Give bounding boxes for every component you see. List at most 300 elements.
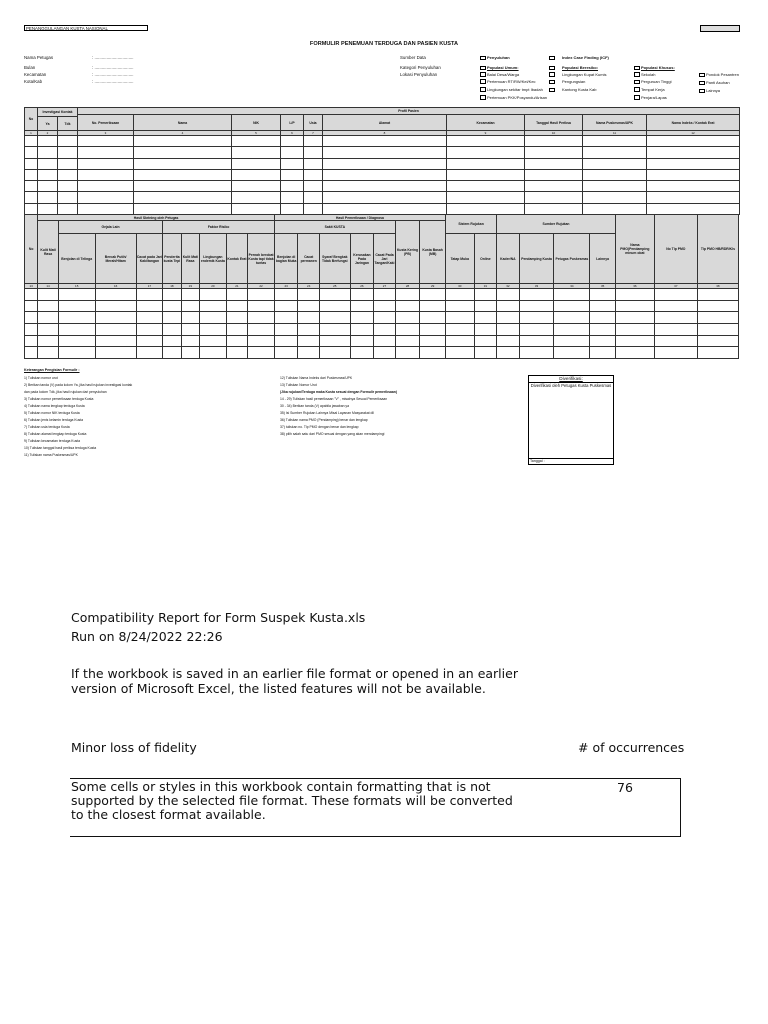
- opt-col1-2[interactable]: Lingkungan sekitar tmpt Ibadah: [480, 87, 543, 92]
- table-cell[interactable]: [136, 347, 163, 359]
- table-cell[interactable]: [554, 347, 590, 359]
- table-cell[interactable]: [78, 192, 134, 203]
- table-cell[interactable]: [38, 181, 58, 192]
- table-cell[interactable]: [304, 181, 323, 192]
- checkbox[interactable]: [480, 87, 486, 92]
- table-cell[interactable]: [181, 300, 199, 312]
- table-cell[interactable]: [281, 181, 304, 192]
- option-umum[interactable]: Populasi Umum:: [480, 65, 519, 70]
- table-cell[interactable]: [163, 335, 181, 347]
- table-cell[interactable]: [134, 181, 232, 192]
- table-cell[interactable]: [319, 300, 350, 312]
- table-cell[interactable]: [615, 289, 654, 301]
- table-cell[interactable]: [474, 312, 497, 324]
- table-cell[interactable]: [319, 347, 350, 359]
- checkbox[interactable]: [634, 87, 640, 92]
- table-cell[interactable]: [445, 324, 474, 336]
- table-cell[interactable]: [474, 347, 497, 359]
- table-cell[interactable]: [58, 335, 95, 347]
- checkbox[interactable]: [480, 56, 486, 61]
- table-cell[interactable]: [200, 289, 227, 301]
- checkbox[interactable]: [699, 73, 705, 78]
- table-cell[interactable]: [319, 289, 350, 301]
- table-cell[interactable]: [590, 347, 616, 359]
- checkbox[interactable]: [480, 66, 486, 71]
- field-label: Bulan: [24, 65, 36, 70]
- table-cell[interactable]: [590, 335, 616, 347]
- table-cell[interactable]: [647, 169, 740, 180]
- table-cell[interactable]: [298, 300, 320, 312]
- table-cell[interactable]: [697, 300, 738, 312]
- table-cell[interactable]: [136, 300, 163, 312]
- checkbox[interactable]: [549, 56, 555, 61]
- table-cell[interactable]: [248, 289, 275, 301]
- table-cell[interactable]: [445, 347, 474, 359]
- table-cell[interactable]: [25, 181, 38, 192]
- opt-col3-3[interactable]: Penjara/Lapas: [634, 95, 667, 100]
- table-cell[interactable]: [200, 335, 227, 347]
- table-cell[interactable]: [58, 324, 95, 336]
- table-cell[interactable]: [323, 192, 447, 203]
- table-cell[interactable]: [654, 347, 697, 359]
- opt-col4-2[interactable]: Lainnya: [699, 88, 720, 93]
- table-cell[interactable]: [134, 192, 232, 203]
- table-cell[interactable]: [58, 136, 78, 147]
- table-cell[interactable]: [447, 203, 525, 214]
- table-cell[interactable]: [497, 312, 520, 324]
- table-cell[interactable]: [654, 335, 697, 347]
- table-cell[interactable]: [226, 347, 248, 359]
- opt-col2-1[interactable]: Pengungsian: [549, 79, 585, 84]
- table-cell[interactable]: [58, 181, 78, 192]
- table-cell[interactable]: [447, 136, 525, 147]
- opt-col1-1[interactable]: Pertemuan RT/RW/Kel/Kec: [480, 79, 536, 84]
- table-cell[interactable]: [590, 324, 616, 336]
- col-pb: Kusta Kering (PB): [395, 221, 420, 284]
- num-cell: 22: [248, 284, 275, 289]
- table-cell[interactable]: [497, 289, 520, 301]
- table-cell[interactable]: [583, 136, 647, 147]
- table-cell[interactable]: [274, 335, 298, 347]
- table-cell[interactable]: [163, 347, 181, 359]
- table-cell[interactable]: [25, 335, 38, 347]
- field-value[interactable]: : ................................: [92, 65, 134, 70]
- opt-col1-0[interactable]: Balai Desa/Warga: [480, 72, 519, 77]
- table-cell[interactable]: [697, 289, 738, 301]
- table-cell[interactable]: [248, 300, 275, 312]
- checkbox[interactable]: [549, 80, 555, 85]
- table-cell[interactable]: [78, 136, 134, 147]
- option-beresiko[interactable]: Populasi Beresiko:: [549, 65, 598, 70]
- table-cell[interactable]: [200, 324, 227, 336]
- table-cell[interactable]: [350, 324, 374, 336]
- table-cell[interactable]: [654, 324, 697, 336]
- table-cell[interactable]: [58, 192, 78, 203]
- table-cell[interactable]: [226, 300, 248, 312]
- table-cell[interactable]: [519, 347, 554, 359]
- table-cell[interactable]: [647, 203, 740, 214]
- table-cell[interactable]: [95, 289, 136, 301]
- table-cell[interactable]: [323, 181, 447, 192]
- table-cell[interactable]: [181, 289, 199, 301]
- table-cell[interactable]: [181, 347, 199, 359]
- table-cell[interactable]: [319, 324, 350, 336]
- table-cell[interactable]: [474, 289, 497, 301]
- table-cell[interactable]: [590, 300, 616, 312]
- table-cell[interactable]: [38, 300, 58, 312]
- table-cell[interactable]: [420, 324, 446, 336]
- table-cell[interactable]: [525, 169, 583, 180]
- table-cell[interactable]: [25, 192, 38, 203]
- table-cell[interactable]: [350, 300, 374, 312]
- table-cell[interactable]: [274, 289, 298, 301]
- table-cell[interactable]: [647, 158, 740, 169]
- option-khusus[interactable]: Populasi Khusus:: [634, 65, 675, 70]
- table-cell[interactable]: [420, 300, 446, 312]
- table-cell[interactable]: [226, 312, 248, 324]
- table-cell[interactable]: [445, 300, 474, 312]
- table-cell[interactable]: [395, 347, 420, 359]
- table-cell[interactable]: [134, 158, 232, 169]
- table-cell[interactable]: [374, 324, 396, 336]
- table-cell[interactable]: [274, 347, 298, 359]
- table-cell[interactable]: [58, 312, 95, 324]
- table-cell[interactable]: [136, 312, 163, 324]
- opt-col1-3[interactable]: Pertemuan PKK/Posyandu/Arisan: [480, 95, 547, 100]
- table-cell[interactable]: [474, 335, 497, 347]
- table-cell[interactable]: [615, 312, 654, 324]
- table-cell[interactable]: [38, 203, 58, 214]
- table-cell[interactable]: [304, 136, 323, 147]
- table-cell[interactable]: [25, 169, 38, 180]
- table-cell[interactable]: [654, 312, 697, 324]
- table-cell[interactable]: [200, 347, 227, 359]
- opt-col3-1[interactable]: Perguruan Tinggi: [634, 79, 671, 84]
- table-cell[interactable]: [697, 335, 738, 347]
- table-cell[interactable]: [38, 324, 58, 336]
- table-cell[interactable]: [281, 136, 304, 147]
- table-cell[interactable]: [274, 312, 298, 324]
- table-cell[interactable]: [281, 147, 304, 158]
- table-cell[interactable]: [136, 335, 163, 347]
- option-penyuluhan[interactable]: Penyuluhan: [480, 55, 510, 60]
- col-online: Online: [474, 234, 497, 284]
- table-cell[interactable]: [319, 312, 350, 324]
- table-cell[interactable]: [248, 347, 275, 359]
- table-cell[interactable]: [374, 335, 396, 347]
- table-cell[interactable]: [654, 289, 697, 301]
- table-cell[interactable]: [226, 289, 248, 301]
- table-cell[interactable]: [554, 335, 590, 347]
- checkbox[interactable]: [699, 81, 705, 86]
- table-cell[interactable]: [58, 347, 95, 359]
- table-cell[interactable]: [200, 300, 227, 312]
- table-cell[interactable]: [583, 169, 647, 180]
- table-cell[interactable]: [38, 158, 58, 169]
- table-cell[interactable]: [232, 169, 281, 180]
- checkbox[interactable]: [480, 72, 486, 77]
- table-cell[interactable]: [323, 169, 447, 180]
- table-cell[interactable]: [95, 335, 136, 347]
- table-cell[interactable]: [58, 158, 78, 169]
- table-cell[interactable]: [232, 181, 281, 192]
- table-cell[interactable]: [134, 147, 232, 158]
- opt-col4-0[interactable]: Pondok Pesantren: [699, 72, 739, 77]
- table-cell[interactable]: [78, 147, 134, 158]
- table-cell[interactable]: [38, 192, 58, 203]
- table-cell[interactable]: [163, 324, 181, 336]
- table-cell[interactable]: [583, 192, 647, 203]
- table-cell[interactable]: [420, 347, 446, 359]
- table-cell[interactable]: [38, 169, 58, 180]
- note-line: 36) Tuliskan nama PMO (Pendamping) benar dan lengkap: [280, 418, 368, 422]
- table-row: [25, 169, 740, 180]
- table-cell[interactable]: [304, 147, 323, 158]
- table-cell[interactable]: [25, 203, 38, 214]
- table-cell[interactable]: [281, 203, 304, 214]
- opt-col3-2[interactable]: Tempat Kerja: [634, 87, 665, 92]
- table-cell[interactable]: [58, 300, 95, 312]
- opt-col2-2[interactable]: Kantong Kusta Kab: [549, 87, 596, 92]
- table-cell[interactable]: [232, 192, 281, 203]
- col-nama: Nama: [134, 115, 232, 131]
- table-cell[interactable]: [136, 289, 163, 301]
- table-cell[interactable]: [232, 136, 281, 147]
- field-value[interactable]: : ................................: [92, 72, 134, 77]
- table-cell[interactable]: [374, 300, 396, 312]
- table-cell[interactable]: [95, 347, 136, 359]
- table-cell[interactable]: [647, 147, 740, 158]
- table-cell[interactable]: [304, 158, 323, 169]
- table-cell[interactable]: [25, 347, 38, 359]
- table-cell[interactable]: [525, 147, 583, 158]
- checkbox[interactable]: [699, 89, 705, 94]
- table-cell[interactable]: [615, 347, 654, 359]
- table-cell[interactable]: [525, 181, 583, 192]
- table-cell[interactable]: [319, 335, 350, 347]
- table-cell[interactable]: [447, 158, 525, 169]
- table-cell[interactable]: [304, 203, 323, 214]
- table-cell[interactable]: [374, 347, 396, 359]
- table-cell[interactable]: [647, 181, 740, 192]
- table-cell[interactable]: [447, 181, 525, 192]
- opt-col4-1[interactable]: Panti Asuhan: [699, 80, 730, 85]
- table-cell[interactable]: [583, 158, 647, 169]
- option-icf[interactable]: Index Case Finding (ICF): [549, 55, 609, 60]
- table-cell[interactable]: [395, 324, 420, 336]
- table-cell[interactable]: [181, 324, 199, 336]
- table-cell[interactable]: [281, 169, 304, 180]
- table-cell[interactable]: [445, 312, 474, 324]
- table-cell[interactable]: [374, 312, 396, 324]
- table-cell[interactable]: [519, 289, 554, 301]
- table-cell[interactable]: [25, 324, 38, 336]
- checkbox[interactable]: [634, 72, 640, 77]
- table-cell[interactable]: [25, 158, 38, 169]
- checkbox[interactable]: [480, 79, 486, 84]
- table-cell[interactable]: [447, 192, 525, 203]
- table-cell[interactable]: [134, 169, 232, 180]
- table-cell[interactable]: [697, 324, 738, 336]
- table-cell[interactable]: [583, 181, 647, 192]
- table-cell[interactable]: [350, 289, 374, 301]
- table-cell[interactable]: [350, 347, 374, 359]
- table-cell[interactable]: [232, 203, 281, 214]
- table-cell[interactable]: [25, 289, 38, 301]
- table-cell[interactable]: [554, 289, 590, 301]
- table-cell[interactable]: [134, 203, 232, 214]
- checkbox[interactable]: [634, 95, 640, 100]
- table-cell[interactable]: [78, 181, 134, 192]
- table-cell[interactable]: [323, 136, 447, 147]
- table-cell[interactable]: [374, 289, 396, 301]
- table-cell[interactable]: [395, 335, 420, 347]
- table-cell[interactable]: [445, 335, 474, 347]
- table-cell[interactable]: [519, 312, 554, 324]
- table-cell[interactable]: [497, 324, 520, 336]
- table-cell[interactable]: [38, 147, 58, 158]
- table-cell[interactable]: [136, 324, 163, 336]
- table-cell[interactable]: [395, 289, 420, 301]
- table-cell[interactable]: [200, 312, 227, 324]
- opt-col2-0[interactable]: Lingkungan Kupat Kumis: [549, 72, 606, 77]
- table-cell[interactable]: [95, 324, 136, 336]
- table-cell[interactable]: [447, 147, 525, 158]
- table-cell[interactable]: [497, 347, 520, 359]
- table-cell[interactable]: [232, 147, 281, 158]
- table-cell[interactable]: [590, 312, 616, 324]
- table-cell[interactable]: [519, 335, 554, 347]
- table-cell[interactable]: [95, 312, 136, 324]
- table-cell[interactable]: [78, 158, 134, 169]
- table-cell[interactable]: [497, 300, 520, 312]
- field-value[interactable]: : ................................: [92, 55, 134, 60]
- table-cell[interactable]: [497, 335, 520, 347]
- table-cell[interactable]: [274, 300, 298, 312]
- table-cell[interactable]: [248, 312, 275, 324]
- table-cell[interactable]: [181, 335, 199, 347]
- table-cell[interactable]: [590, 289, 616, 301]
- table-cell[interactable]: [38, 289, 58, 301]
- table-cell[interactable]: [350, 335, 374, 347]
- table-cell[interactable]: [350, 312, 374, 324]
- table-cell[interactable]: [525, 158, 583, 169]
- table-cell[interactable]: [163, 300, 181, 312]
- checkbox[interactable]: [634, 66, 640, 71]
- table-cell[interactable]: [615, 300, 654, 312]
- table-cell[interactable]: [420, 335, 446, 347]
- table-cell[interactable]: [474, 324, 497, 336]
- table-cell[interactable]: [163, 312, 181, 324]
- checkbox[interactable]: [634, 80, 640, 85]
- table-cell[interactable]: [304, 192, 323, 203]
- table-cell[interactable]: [78, 203, 134, 214]
- table-cell[interactable]: [281, 158, 304, 169]
- table-cell[interactable]: [274, 324, 298, 336]
- table-cell[interactable]: [38, 335, 58, 347]
- table-cell[interactable]: [323, 203, 447, 214]
- table-cell[interactable]: [525, 192, 583, 203]
- table-cell[interactable]: [304, 169, 323, 180]
- table-cell[interactable]: [232, 158, 281, 169]
- table-cell[interactable]: [58, 203, 78, 214]
- table-cell[interactable]: [554, 324, 590, 336]
- table-cell[interactable]: [519, 324, 554, 336]
- table-cell[interactable]: [78, 169, 134, 180]
- table-cell[interactable]: [58, 147, 78, 158]
- table-cell[interactable]: [38, 312, 58, 324]
- table-cell[interactable]: [248, 324, 275, 336]
- table-cell[interactable]: [25, 312, 38, 324]
- checkbox[interactable]: [480, 95, 486, 100]
- table-cell[interactable]: [298, 289, 320, 301]
- table-cell[interactable]: [38, 136, 58, 147]
- table-cell[interactable]: [697, 312, 738, 324]
- table-cell[interactable]: [395, 300, 420, 312]
- opt-col3-0[interactable]: Sekolah: [634, 72, 655, 77]
- table-cell[interactable]: [615, 335, 654, 347]
- table-cell[interactable]: [697, 347, 738, 359]
- table-cell[interactable]: [298, 312, 320, 324]
- checkbox[interactable]: [549, 88, 555, 93]
- table-cell[interactable]: [181, 312, 199, 324]
- table-cell[interactable]: [38, 347, 58, 359]
- table-cell[interactable]: [445, 289, 474, 301]
- field-value[interactable]: : ................................: [92, 79, 134, 84]
- table-cell[interactable]: [554, 300, 590, 312]
- table-cell[interactable]: [226, 335, 248, 347]
- table-cell[interactable]: [248, 335, 275, 347]
- table-cell[interactable]: [647, 192, 740, 203]
- table-cell[interactable]: [447, 169, 525, 180]
- table-cell[interactable]: [298, 335, 320, 347]
- table-cell[interactable]: [525, 203, 583, 214]
- table-cell[interactable]: [615, 324, 654, 336]
- table-cell[interactable]: [323, 147, 447, 158]
- table-cell[interactable]: [134, 136, 232, 147]
- num-cell: 37: [654, 284, 697, 289]
- table-cell[interactable]: [525, 136, 583, 147]
- checkbox[interactable]: [549, 72, 555, 77]
- table-cell[interactable]: [298, 347, 320, 359]
- num-cell: 2: [38, 131, 58, 136]
- table-cell[interactable]: [654, 300, 697, 312]
- table-cell[interactable]: [58, 169, 78, 180]
- col-petugas: Petugas Puskesmas: [554, 234, 590, 284]
- checkbox[interactable]: [549, 66, 555, 71]
- table-cell[interactable]: [281, 192, 304, 203]
- table-cell[interactable]: [395, 312, 420, 324]
- table-cell[interactable]: [25, 300, 38, 312]
- table-cell[interactable]: [25, 136, 38, 147]
- table-cell[interactable]: [519, 300, 554, 312]
- table-cell[interactable]: [298, 324, 320, 336]
- table-cell[interactable]: [95, 300, 136, 312]
- num-cell: 20: [200, 284, 227, 289]
- table-cell[interactable]: [554, 312, 590, 324]
- table-cell[interactable]: [163, 289, 181, 301]
- table-cell[interactable]: [323, 158, 447, 169]
- table-cell[interactable]: [25, 147, 38, 158]
- table-cell[interactable]: [583, 203, 647, 214]
- table-cell[interactable]: [474, 300, 497, 312]
- table-cell[interactable]: [647, 136, 740, 147]
- table-cell[interactable]: [420, 289, 446, 301]
- table-cell[interactable]: [420, 312, 446, 324]
- table-cell[interactable]: [58, 289, 95, 301]
- table-cell[interactable]: [226, 324, 248, 336]
- table-cell[interactable]: [583, 147, 647, 158]
